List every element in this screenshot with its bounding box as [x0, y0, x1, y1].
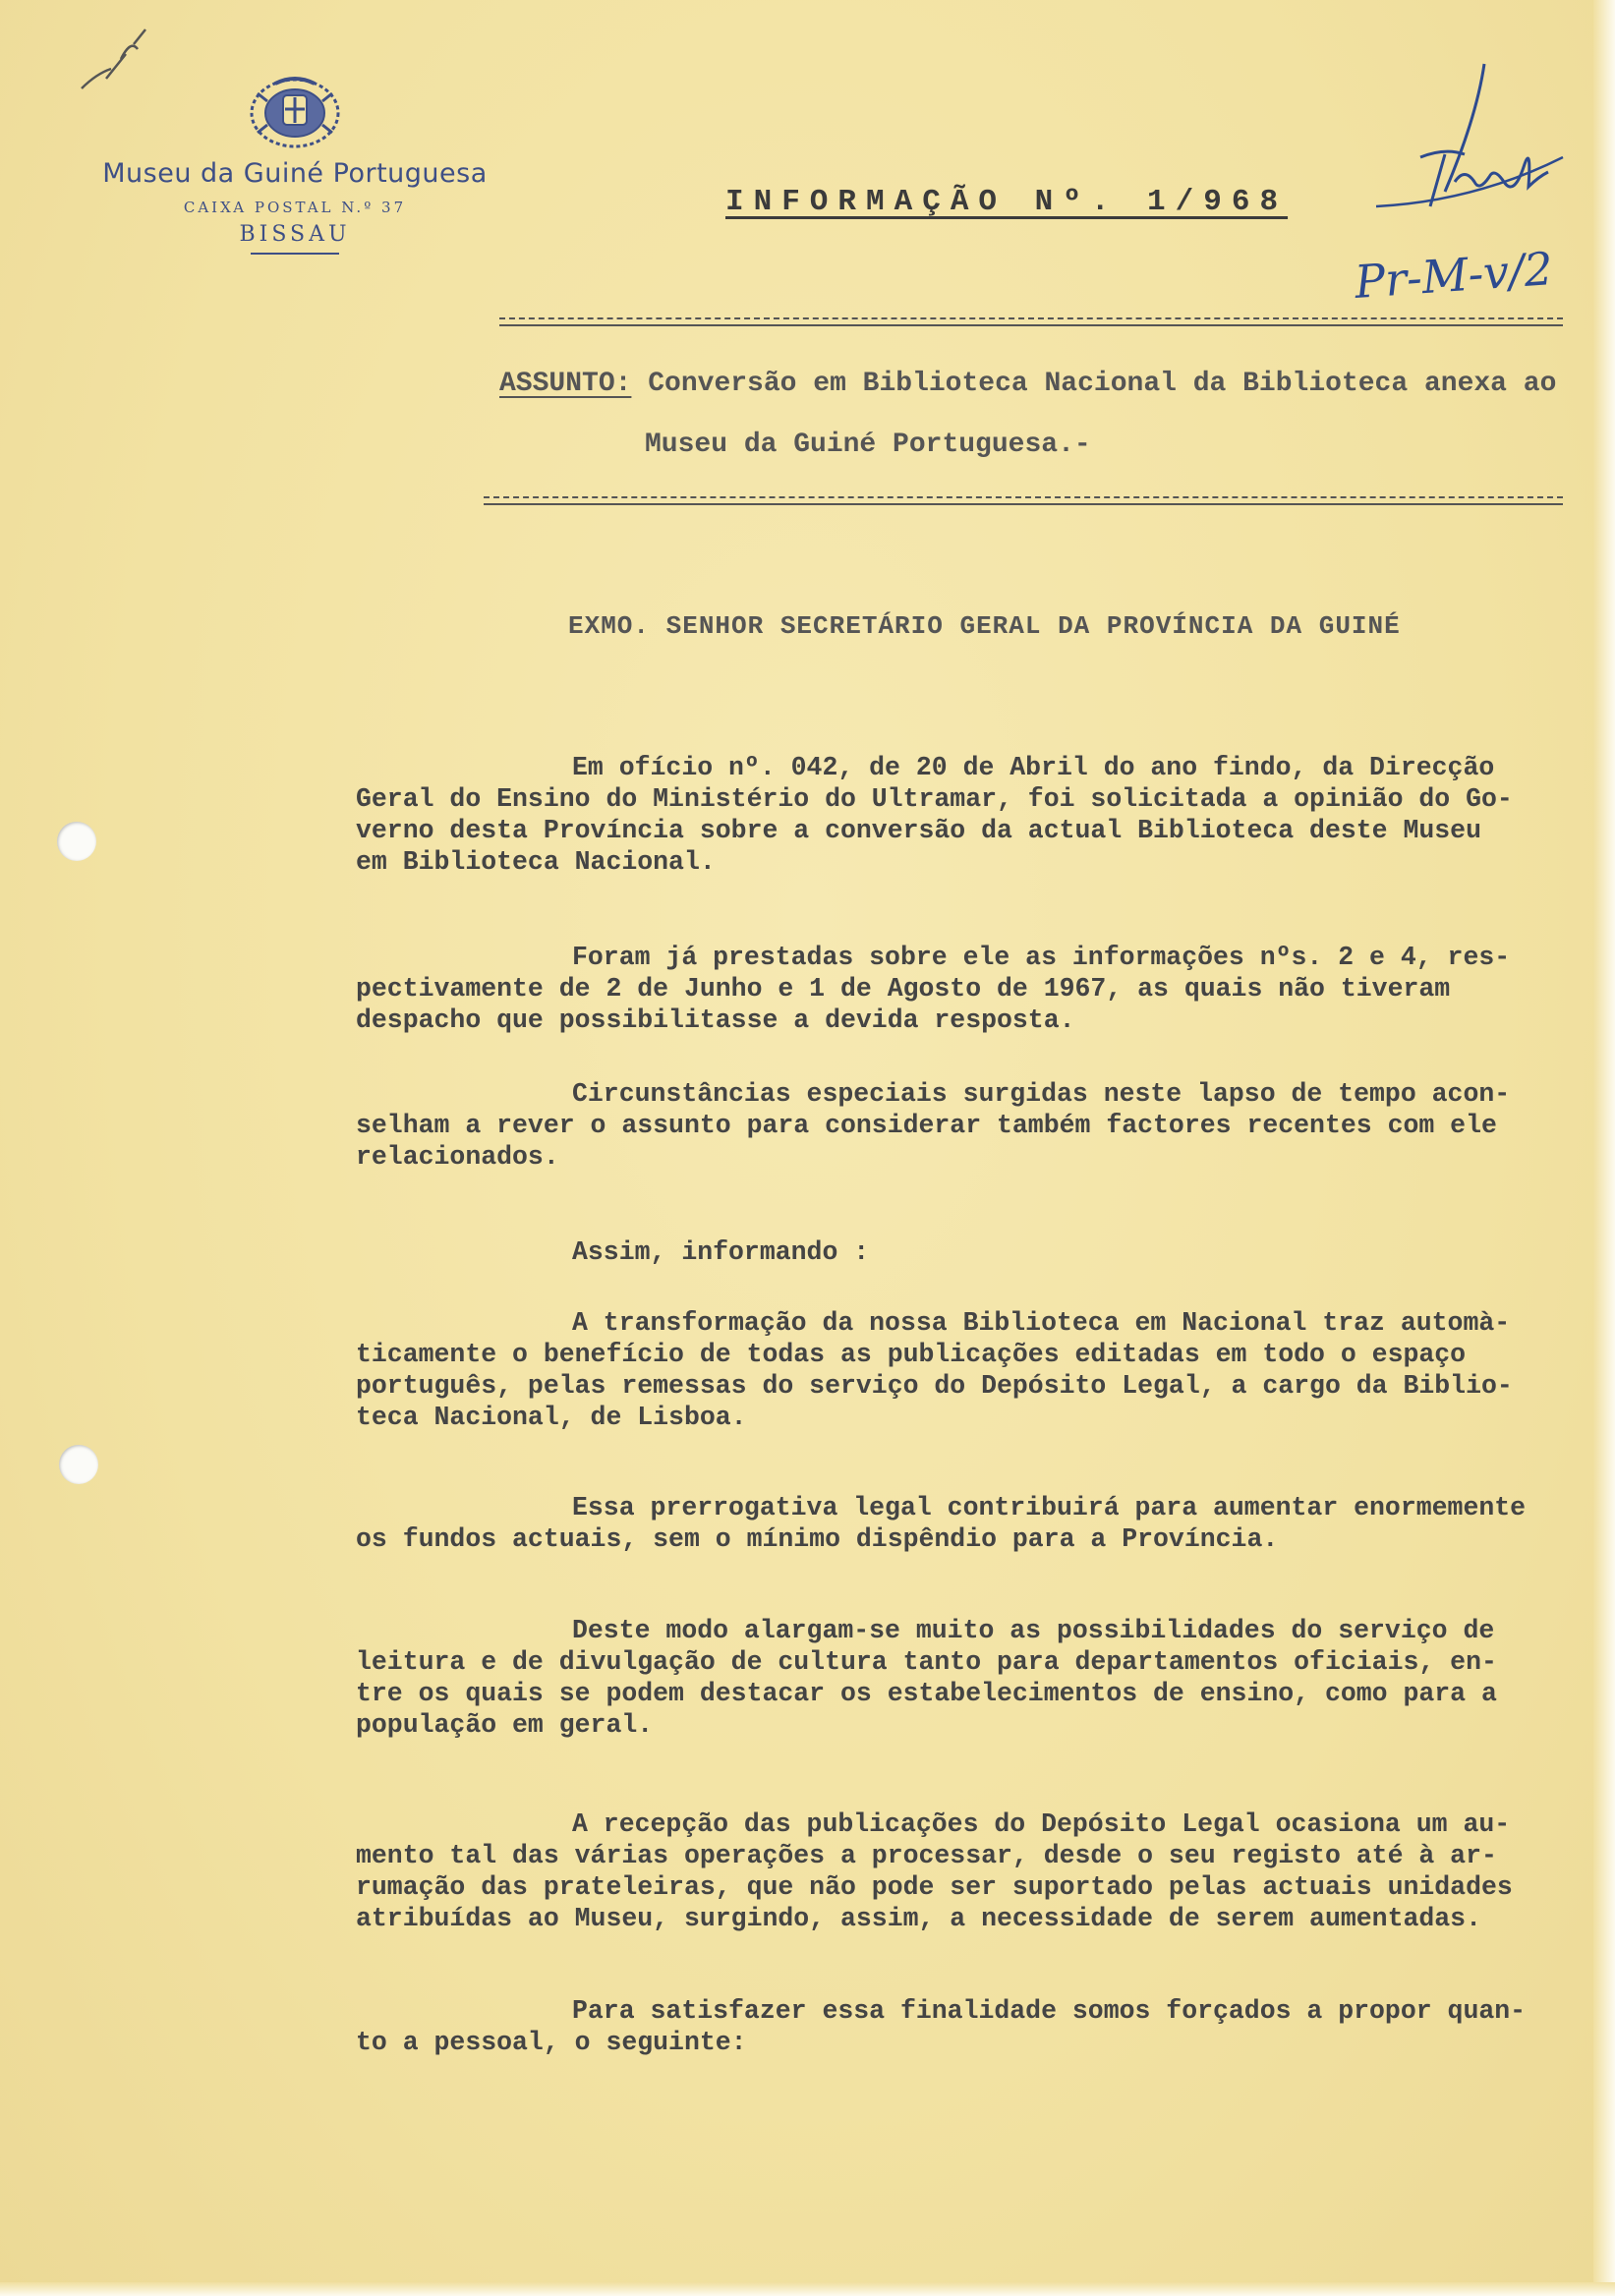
- salutation: EXMO. SENHOR SECRETÁRIO GERAL DA PROVÍNCIA DA GUINÉ: [568, 611, 1401, 641]
- paragraph-9: Para satisfazer essa finalidade somos forçados a propor quan- to a pessoal, o seguinte:: [356, 1996, 1527, 2057]
- signature-icon: [1356, 59, 1583, 246]
- letterhead: [79, 74, 511, 255]
- coat-of-arms-icon: [246, 74, 344, 152]
- postal-box: CAIXA POSTAL N.º 37: [183, 199, 407, 216]
- paragraph-1: Em ofício nº. 042, de 20 de Abril do ano findo, da Direcção Geral do Ensino do Ministério do Ultramar, foi solicitada a opinião do Go- verno desta Província sobre a conversão da actual Biblioteca deste Museu em Biblioteca Nacional.: [356, 753, 1513, 877]
- page-edge-bottom: [0, 2282, 1615, 2296]
- paragraph-3: Circunstâncias especiais surgidas neste lapso de tempo acon- selham a rever o assunto para considerar também factores recentes com ele relacionados.: [356, 1079, 1511, 1172]
- rule-bottom: [484, 496, 1563, 505]
- paragraph-5: A transformação da nossa Biblioteca em Nacional traz automà- ticamente o benefício de todas as publicações editadas em todo o espaço português, pelas remessas do serviço do Depósito Legal, a cargo da Biblio- teca Nacional, de Lisboa.: [356, 1308, 1513, 1432]
- subject-label: ASSUNTO:: [499, 369, 632, 399]
- subject-block: [499, 354, 1561, 476]
- page-edge-right: [1593, 0, 1615, 2296]
- punch-hole-bottom: [59, 1445, 98, 1484]
- paragraph-6: Essa prerrogativa legal contribuirá para aumentar enormemente os fundos actuais, sem o mínimo dispêndio para a Província.: [356, 1493, 1527, 1554]
- subject-text-1: Conversão em Biblioteca Nacional da Biblioteca anexa ao: [648, 369, 1557, 399]
- city-underline: [251, 253, 339, 255]
- paragraph-7: Deste modo alargam-se muito as possibilidades do serviço de leitura e de divulgação de cultura tanto para departamentos oficiais, en- tre os quais se podem destacar os estabelecimentos de ensino, como para a população em geral.: [356, 1616, 1497, 1740]
- subject-line-1: [499, 354, 1561, 415]
- paragraph-8: A recepção das publicações do Depósito Legal ocasiona um au- mento tal das várias operações a processar, desde o seu registo até à ar- rumação das prateleiras, que não pode ser suportado pelas actuais unidades atribuídas ao Museu, surgindo, assim, a necessidade de serem aumentadas.: [356, 1809, 1513, 1933]
- paragraph-4: Assim, informando :: [572, 1237, 870, 1267]
- museum-name: Museu da Guiné Portuguesa: [102, 158, 488, 189]
- document-title: INFORMAÇÃO Nº. 1/968: [725, 185, 1289, 219]
- subject-line-2: Museu da Guiné Portuguesa.-: [645, 430, 1091, 460]
- handwritten-reference: Pr-M-v/2: [1353, 242, 1555, 309]
- city: BISSAU: [239, 222, 351, 247]
- paragraph-2: Foram já prestadas sobre ele as informações nºs. 2 e 4, res- pectivamente de 2 de Junho e 1 de Agosto de 1967, as quais não tiveram despacho que possibilitasse a devida resposta.: [356, 943, 1511, 1035]
- rule-top: [499, 317, 1563, 326]
- punch-hole-top: [57, 822, 96, 861]
